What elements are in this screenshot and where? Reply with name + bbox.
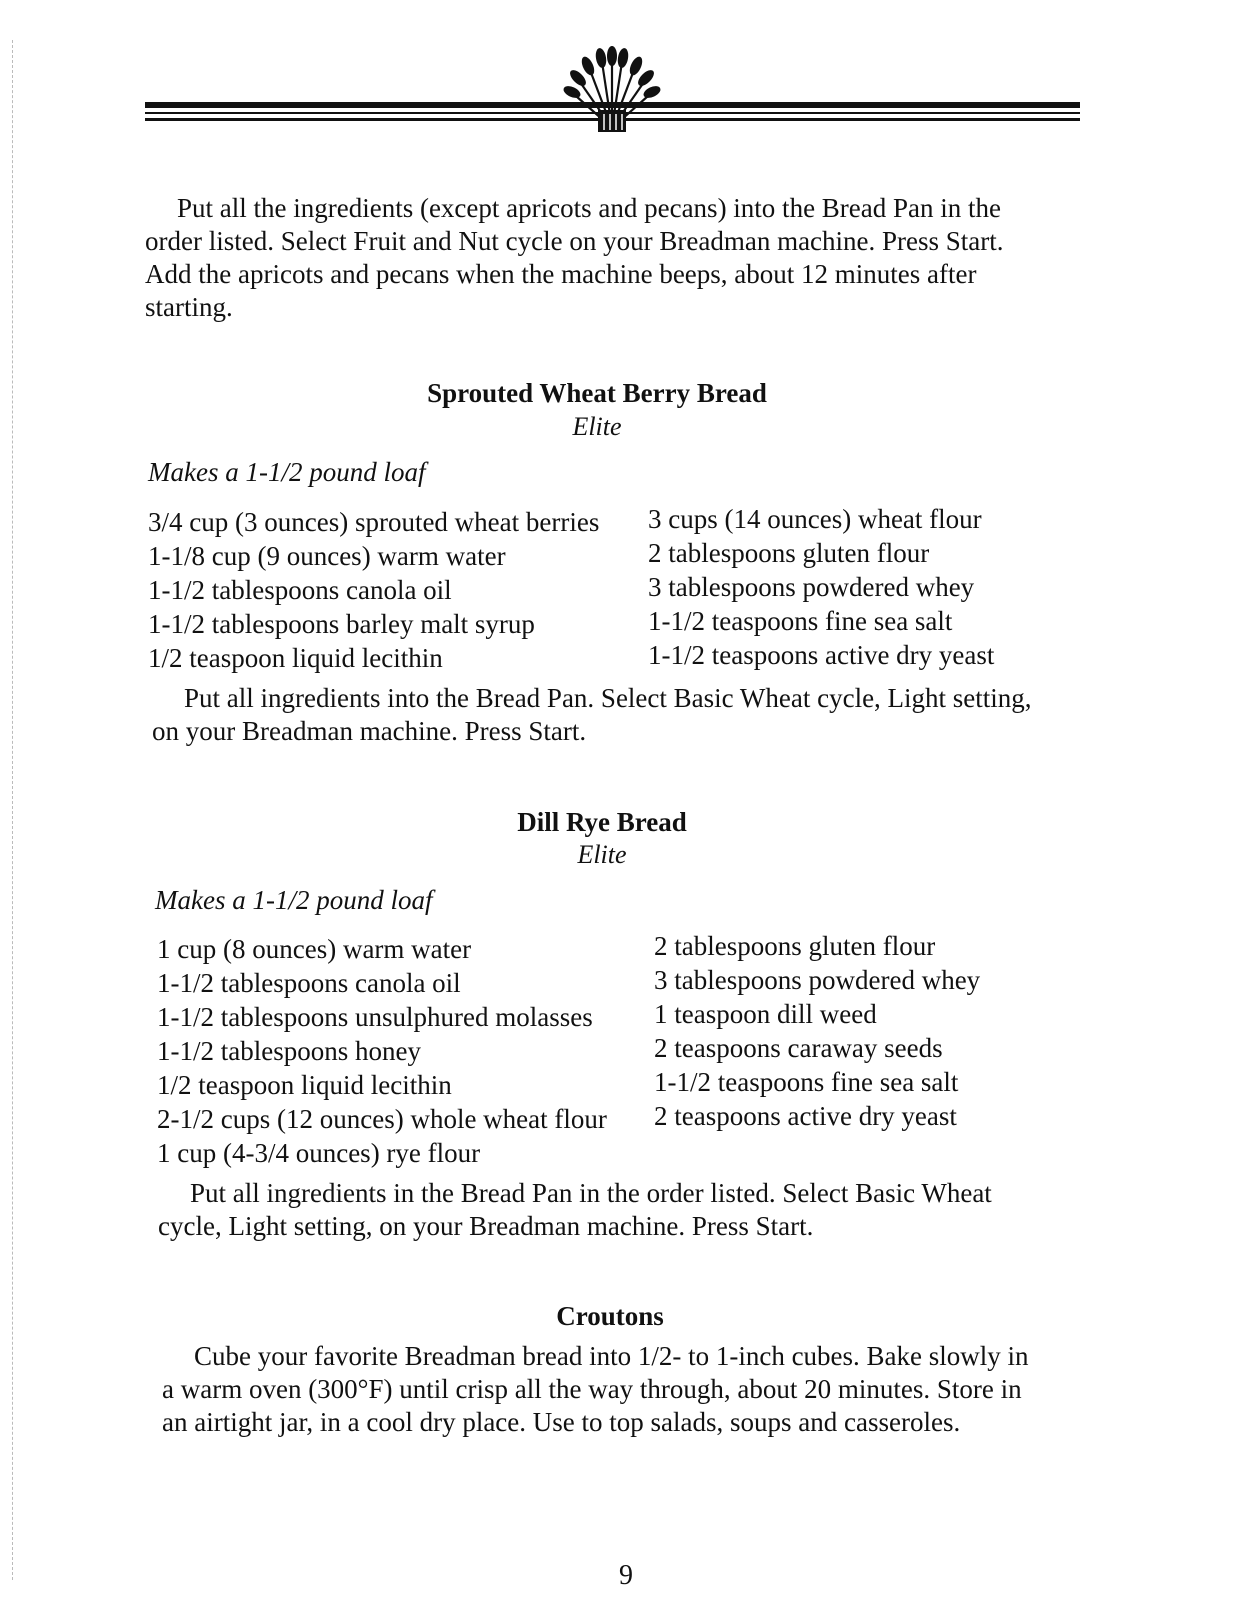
ingredient-item: 3 cups (14 ounces) wheat flour	[648, 504, 982, 534]
ingredient-item: 3/4 cup (3 ounces) sprouted wheat berries	[148, 507, 600, 537]
ingredient-item: 1-1/2 tablespoons honey	[157, 1036, 421, 1066]
ingredient-item: 1-1/2 teaspoons active dry yeast	[648, 640, 995, 670]
croutons-text: Cube your favorite Breadman bread into 1/2- to 1-inch cubes. Bake slowly in a warm oven (300°F) until crisp all the way through, about 20 minutes. Store in an airtight jar, in a cool dry place. Use to top salads, soups and casseroles.	[162, 1341, 1029, 1437]
recipe-instructions: Put all ingredients in the Bread Pan in the order listed. Select Basic Wheat cycle, Light setting, on your Breadman machine. Press Start.	[158, 1178, 992, 1241]
ingredient-item: 2 tablespoons gluten flour	[648, 538, 930, 568]
ingredient-item: 2 teaspoons active dry yeast	[654, 1101, 957, 1131]
recipe-subtitle: Elite	[572, 412, 622, 441]
ingredient-item: 1-1/2 tablespoons unsulphured molasses	[157, 1002, 593, 1032]
ingredient-item: 2 teaspoons caraway seeds	[654, 1033, 943, 1063]
recipe-subtitle: Elite	[577, 840, 627, 869]
recipe-yield: Makes a 1-1/2 pound loaf	[148, 457, 426, 487]
ingredients-right-column	[654, 929, 980, 1133]
recipe-yield: Makes a 1-1/2 pound loaf	[155, 885, 433, 915]
ingredient-item: 1/2 teaspoon liquid lecithin	[148, 643, 443, 673]
ingredients-right-column	[648, 502, 994, 672]
ingredient-item: 1-1/2 tablespoons barley malt syrup	[148, 609, 535, 639]
header-ornament	[145, 40, 1080, 150]
ingredient-item: 1 teaspoon dill weed	[654, 999, 877, 1029]
ingredient-item: 3 tablespoons powdered whey	[654, 965, 981, 995]
recipe-instructions: Put all ingredients into the Bread Pan. Select Basic Wheat cycle, Light setting, on your Breadman machine. Press Start.	[152, 683, 1032, 746]
croutons-title: Croutons	[556, 1301, 664, 1331]
ingredient-item: 1 cup (8 ounces) warm water	[157, 934, 472, 964]
scan-margin-line	[12, 40, 14, 1580]
intro-paragraph: Put all the ingredients (except apricots and pecans) into the Bread Pan in the order listed. Select Fruit and Nut cycle on your Breadman machine. Press Start. Add the apricots and pecans when the machine beeps, about 12 minutes after starting.	[145, 193, 1004, 322]
ingredient-item: 3 tablespoons powdered whey	[648, 572, 975, 602]
ingredient-item: 2 tablespoons gluten flour	[654, 931, 936, 961]
recipe-title: Dill Rye Bread	[517, 807, 687, 837]
recipe-title: Sprouted Wheat Berry Bread	[427, 378, 767, 408]
ingredient-item: 1/2 teaspoon liquid lecithin	[157, 1070, 452, 1100]
ingredients-left-column	[148, 505, 599, 675]
ingredient-item: 1-1/2 teaspoons fine sea salt	[654, 1067, 959, 1097]
ingredients-left-column	[157, 932, 607, 1170]
ingredient-item: 1-1/2 tablespoons canola oil	[148, 575, 452, 605]
page-number: 9	[619, 1560, 633, 1591]
ingredient-item: 1-1/2 tablespoons canola oil	[157, 968, 461, 998]
ingredient-item: 1-1/2 teaspoons fine sea salt	[648, 606, 953, 636]
ingredient-item: 1 cup (4-3/4 ounces) rye flour	[157, 1138, 481, 1168]
ingredient-item: 2-1/2 cups (12 ounces) whole wheat flour	[157, 1104, 607, 1134]
ingredient-item: 1-1/8 cup (9 ounces) warm water	[148, 541, 506, 571]
